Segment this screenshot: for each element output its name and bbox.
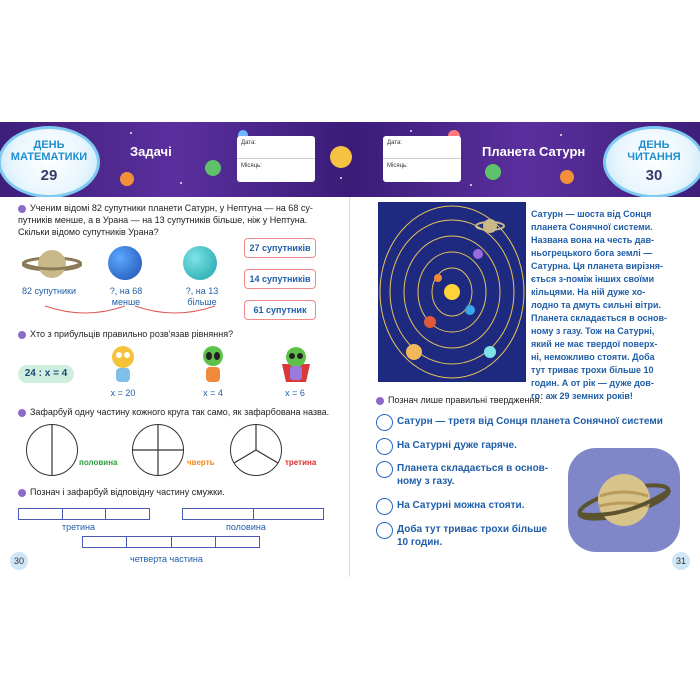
left-section-title: Задачі [130, 144, 172, 159]
badge-line2: ЧИТАННЯ [627, 151, 681, 163]
statement-2[interactable] [376, 438, 517, 455]
bullet-icon [18, 409, 26, 417]
alien-1-answer: x = 20 [110, 388, 136, 398]
left-day-badge [0, 126, 100, 197]
uranus-icon [183, 246, 217, 280]
task1-text: Ученим відомі 82 супутники планети Сатурн, у Нептуна — на 68 су- путників менше, а в Урана — на 13 супутників більше, ніж у Нептуна. Скільки відомо супутників Урана? [18, 203, 313, 237]
strip-label: третина [62, 522, 95, 532]
uranus-label: ?, на 13 більше [185, 286, 219, 307]
date-label: Дата: [237, 136, 315, 159]
planet-icon [205, 160, 221, 176]
month-label: Місяць: [387, 163, 408, 169]
badge-line1: ДЕНЬ [33, 139, 65, 151]
checkbox-circle[interactable] [376, 461, 393, 478]
bullet-icon [376, 397, 384, 405]
label-quarter: чверть [187, 458, 215, 467]
solar-system-illustration [378, 202, 526, 382]
neptune-label: ?, на 68 менше [109, 286, 143, 307]
task2-text: Хто з прибульців правильно розв'язав рівняння? [18, 328, 233, 340]
article-line: який не має твердої поверх- [531, 339, 658, 349]
article-line: ньогрецького бога землі — [531, 248, 653, 258]
article-line: ється з-поміж інших своїми [531, 274, 655, 284]
bullet-icon [18, 331, 26, 339]
badge-number: 30 [645, 167, 663, 184]
statement-1[interactable] [376, 414, 663, 431]
label-half: половина [79, 458, 118, 467]
saturn-icon [22, 244, 82, 284]
badge-number: 29 [40, 167, 58, 184]
neptune-icon [108, 246, 142, 280]
relation-arrows [40, 302, 230, 322]
right-section-title: Планета Сатурн [482, 144, 586, 159]
alien-2-answer: x = 4 [203, 388, 223, 398]
circle-thirds[interactable] [230, 424, 282, 476]
article-line: кільцями. На ній дуже хо- [531, 287, 646, 297]
alien-3-icon[interactable] [278, 344, 314, 386]
strip-halves[interactable] [182, 508, 324, 520]
statement-3[interactable] [376, 461, 548, 488]
planet-icon [485, 164, 501, 180]
page-number-left: 30 [10, 552, 28, 570]
page-number-right: 31 [672, 552, 690, 570]
bullet-icon [18, 489, 26, 497]
statement-5[interactable] [376, 522, 547, 549]
right-day-badge [603, 126, 700, 197]
statement-text: Планета складається в основ- ному з газу. [397, 463, 549, 487]
task4-text: Познач і зафарбуй відповідну частину смужки. [18, 486, 225, 498]
statement-text: Сатурн — третя від Сонця планета Сонячної системи [397, 416, 663, 427]
article-line: го: аж 29 земних років! [531, 391, 633, 401]
article-line: годин. А от рік — дуже дов- [531, 378, 654, 388]
alien-3-answer: x = 6 [285, 388, 305, 398]
badge-line2: МАТЕМАТИКИ [10, 151, 88, 163]
article-line: лодно та дмуть сильні вітри. [531, 300, 662, 310]
article-line: Сатурна. Ця планета вирізня- [531, 261, 664, 271]
answer-option[interactable]: 61 супутник [244, 300, 316, 320]
label-third: третина [285, 458, 317, 467]
statement-text: На Сатурні можна стояти. [397, 500, 525, 511]
article-line: ні, неможливо стояти. Доба [531, 352, 655, 362]
article-line: Сатурн — шоста від Сонця [531, 209, 652, 219]
answer-option[interactable]: 14 супутників [244, 269, 316, 289]
saturn-article [531, 208, 679, 403]
article-line: тут триває трохи більше 10 [531, 365, 654, 375]
article-line: Планета складається в основ- [531, 313, 668, 323]
article-line: Названа вона на честь дав- [531, 235, 655, 245]
planet-icon [560, 170, 574, 184]
saturn-label: 82 супутники [22, 286, 76, 296]
circle-quarters[interactable] [132, 424, 184, 476]
statement-text: На Сатурні дуже гаряче. [397, 440, 517, 451]
planet-icon [330, 146, 352, 168]
strip-quarters[interactable] [82, 536, 260, 548]
strip-thirds[interactable] [18, 508, 150, 520]
workbook-spread [0, 122, 700, 577]
left-date-box[interactable] [237, 136, 315, 182]
equation-box: 24 : x = 4 [18, 365, 74, 383]
checkbox-circle[interactable] [376, 438, 393, 455]
statement-text: Доба тут триває трохи більше 10 годин. [397, 524, 548, 548]
alien-1-icon[interactable] [108, 344, 138, 386]
article-line: ному з газу. Тож на Сатурні, [531, 326, 655, 336]
checkbox-circle[interactable] [376, 498, 393, 515]
instruction-text: Познач лише правильні твердження. [376, 394, 542, 406]
date-label: Дата: [383, 136, 461, 159]
checkbox-circle[interactable] [376, 522, 393, 539]
checkbox-circle[interactable] [376, 414, 393, 431]
month-label: Місяць: [241, 163, 262, 169]
answer-option[interactable]: 27 супутників [244, 238, 316, 258]
strip-label: четверта частина [130, 554, 203, 564]
header-banner [0, 122, 700, 197]
right-date-box[interactable] [383, 136, 461, 182]
saturn-picture-icon [568, 448, 680, 552]
task3-text: Зафарбуй одну частину кожного круга так само, як зафарбована назва. [18, 406, 329, 418]
bullet-icon [18, 205, 26, 213]
circle-halves[interactable] [26, 424, 78, 476]
strip-label: половина [226, 522, 266, 532]
alien-2-icon[interactable] [198, 344, 228, 386]
planet-icon [120, 172, 134, 186]
page-spine [349, 197, 350, 577]
article-line: планета Сонячної системи. [531, 222, 653, 232]
badge-line1: ДЕНЬ [638, 139, 670, 151]
statement-4[interactable] [376, 498, 524, 515]
